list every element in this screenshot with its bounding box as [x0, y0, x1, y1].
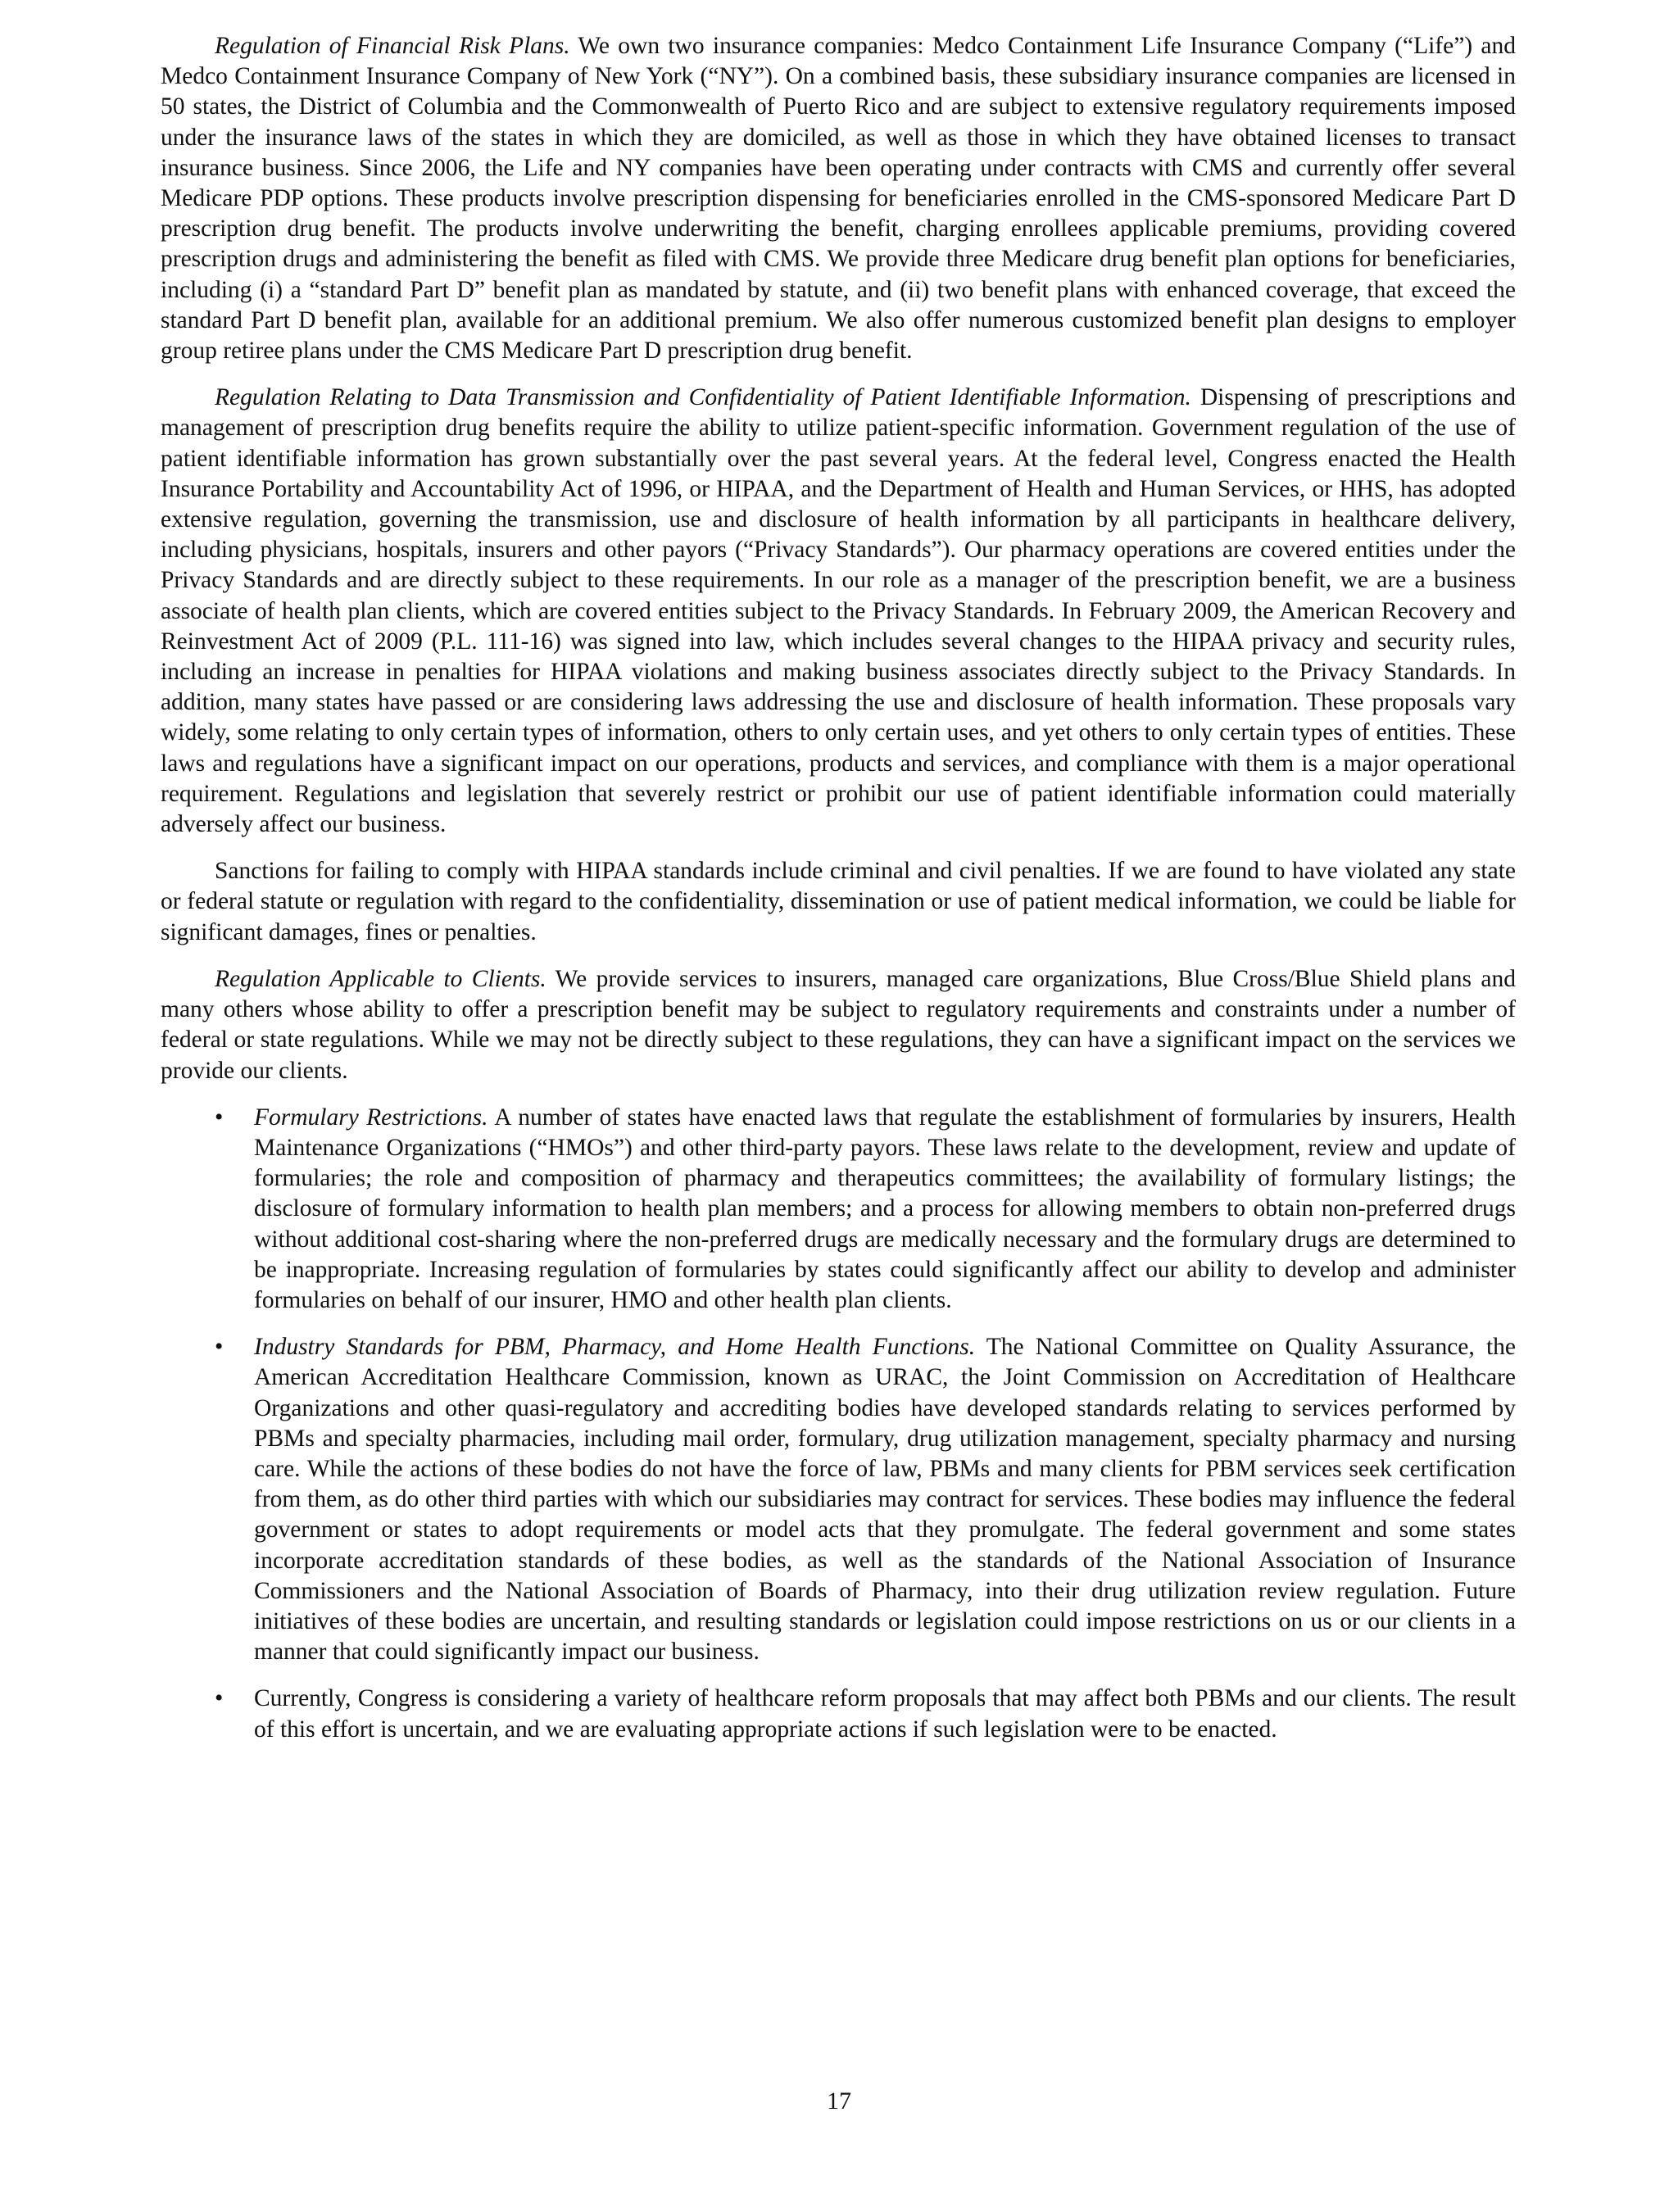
- bullet-item-formulary-restrictions: [161, 1103, 1516, 1316]
- bullet-icon: •: [215, 1685, 224, 1712]
- paragraph-body: Dispensing of prescriptions and management of prescription drug benefits require the ability to utilize patient-specific information. Government regulation of the use of patient identifiable information has grown substantially over the past several years. At the federal level, Congress enacted the Health Insurance Portability and Accountability Act of 1996, or HIPAA, and the Department of Health and Human Services, or HHS, has adopted extensive regulation, governing the transmission, use and disclosure of health information by all participants in healthcare delivery, including physicians, hospitals, insurers and other payors (“Privacy Standards”). Our pharmacy operations are covered entities under the Privacy Standards and are directly subject to these requirements. In our role as a manager of the prescription benefit, we are a business associate of health plan clients, which are covered entities subject to the Privacy Standards. In February 2009, the American Recovery and Reinvestment Act of 2009 (P.L. 111-16) was signed into law, which includes several changes to the HIPAA privacy and security rules, including an increase in penalties for HIPAA violations and making business associates directly subject to the Privacy Standards. In addition, many states have passed or are considering laws addressing the use and disclosure of health information. These proposals vary widely, some relating to only certain types of information, others to only certain uses, and yet others to only certain types of entities. These laws and regulations have a significant impact on our operations, products and services, and compliance with them is a major operational requirement. Regulations and legislation that severely restrict or prohibit our use of patient identifiable information could materially adversely affect our business.: [161, 384, 1516, 838]
- bullet-body: The National Committee on Quality Assurance, the American Accreditation Healthcare Commission, known as URAC, the Joint Commission on Accreditation of Healthcare Organizations and other quasi-regulatory and accrediting bodies have developed standards relating to services performed by PBMs and specialty pharmacies, including mail order, formulary, drug utilization management, specialty pharmacy and nursing care. While the actions of these bodies do not have the force of law, PBMs and many clients for PBM services seek certification from them, as do other third parties with which our subsidiaries may contract for services. These bodies may influence the federal government or states to adopt requirements or model acts that they promulgate. The federal government and some states incorporate accreditation standards of these bodies, as well as the standards of the National Association of Insurance Commissioners and the National Association of Boards of Pharmacy, into their drug utilization review regulation. Future initiatives of these bodies are uncertain, and resulting standards or legislation could impose restrictions on us or our clients in a manner that could significantly impact our business.: [254, 1334, 1516, 1666]
- paragraph-body: We provide services to insurers, managed care organizations, Blue Cross/Blue Shield plans and many others whose ability to offer a prescription benefit may be subject to regulatory requirements and constraints under a number of federal or state regulations. While we may not be directly subject to these regulations, they can have a significant impact on the services we provide our clients.: [161, 965, 1517, 1084]
- bullet-list: [161, 1103, 1516, 1745]
- paragraph-clients-regulation: [161, 964, 1516, 1086]
- paragraph-body: Sanctions for failing to comply with HIPAA standards include criminal and civil penalties. If we are found to have violated any state or federal statute or regulation with regard to the confidentiality, dissemination or use of patient medical information, we could be liable for significant damages, fines or penalties.: [161, 858, 1516, 945]
- bullet-heading: Industry Standards for PBM, Pharmacy, and Home Health Functions.: [254, 1334, 976, 1361]
- page-number: 17: [827, 2087, 851, 2115]
- document-page: [161, 31, 1516, 1761]
- paragraph-financial-risk-plans: [161, 31, 1516, 366]
- paragraph-heading: Regulation Applicable to Clients.: [215, 965, 546, 992]
- paragraph-heading: Regulation of Financial Risk Plans.: [215, 33, 570, 59]
- bullet-item-industry-standards: [161, 1332, 1516, 1667]
- paragraph-body: We own two insurance companies: Medco Containment Life Insurance Company (“Life”) and Medco Containment Insurance Company of New York (“NY”). On a combined basis, these subsidiary insurance companies are licensed in 50 states, the District of Columbia and the Commonwealth of Puerto Rico and are subject to extensive regulatory requirements imposed under the insurance laws of the states in which they are domiciled, as well as those in which they have obtained licenses to transact insurance business. Since 2006, the Life and NY companies have been operating under contracts with CMS and currently offer several Medicare PDP options. These products involve prescription dispensing for beneficiaries enrolled in the CMS-sponsored Medicare Part D prescription drug benefit. The products involve underwriting the benefit, charging enrollees applicable premiums, providing covered prescription drugs and administering the benefit as filed with CMS. We provide three Medicare drug benefit plan options for beneficiaries, including (i) a “standard Part D” benefit plan as mandated by statute, and (ii) two benefit plans with enhanced coverage, that exceed the standard Part D benefit plan, available for an additional premium. We also offer numerous customized benefit plan designs to employer group retiree plans under the CMS Medicare Part D prescription drug benefit.: [161, 33, 1517, 365]
- paragraph-hipaa-sanctions: [161, 856, 1516, 948]
- bullet-body: A number of states have enacted laws that regulate the establishment of formularies by insurers, Health Maintenance Organizations (“HMOs”) and other third-party payors. These laws relate to the development, review and update of formularies; the role and composition of pharmacy and therapeutics committees; the availability of formulary listings; the disclosure of formulary information to health plan members; and a process for allowing members to obtain non-preferred drugs without additional cost-sharing where the non-preferred drugs are medically necessary and the formulary drugs are determined to be inappropriate. Increasing regulation of formularies by states could significantly affect our ability to develop and administer formularies on behalf of our insurer, HMO and other health plan clients.: [254, 1104, 1516, 1313]
- bullet-body: Currently, Congress is considering a variety of healthcare reform proposals that may affect both PBMs and our clients. The result of this effort is uncertain, and we are evaluating appropriate actions if such legislation were to be enacted.: [254, 1685, 1516, 1743]
- bullet-icon: •: [215, 1334, 224, 1361]
- bullet-icon: •: [215, 1104, 224, 1131]
- bullet-item-healthcare-reform: [161, 1684, 1516, 1744]
- bullet-heading: Formulary Restrictions.: [254, 1104, 488, 1131]
- paragraph-data-transmission: [161, 383, 1516, 840]
- paragraph-heading: Regulation Relating to Data Transmission and Confidentiality of Patient Identifiable Information.: [215, 384, 1191, 411]
